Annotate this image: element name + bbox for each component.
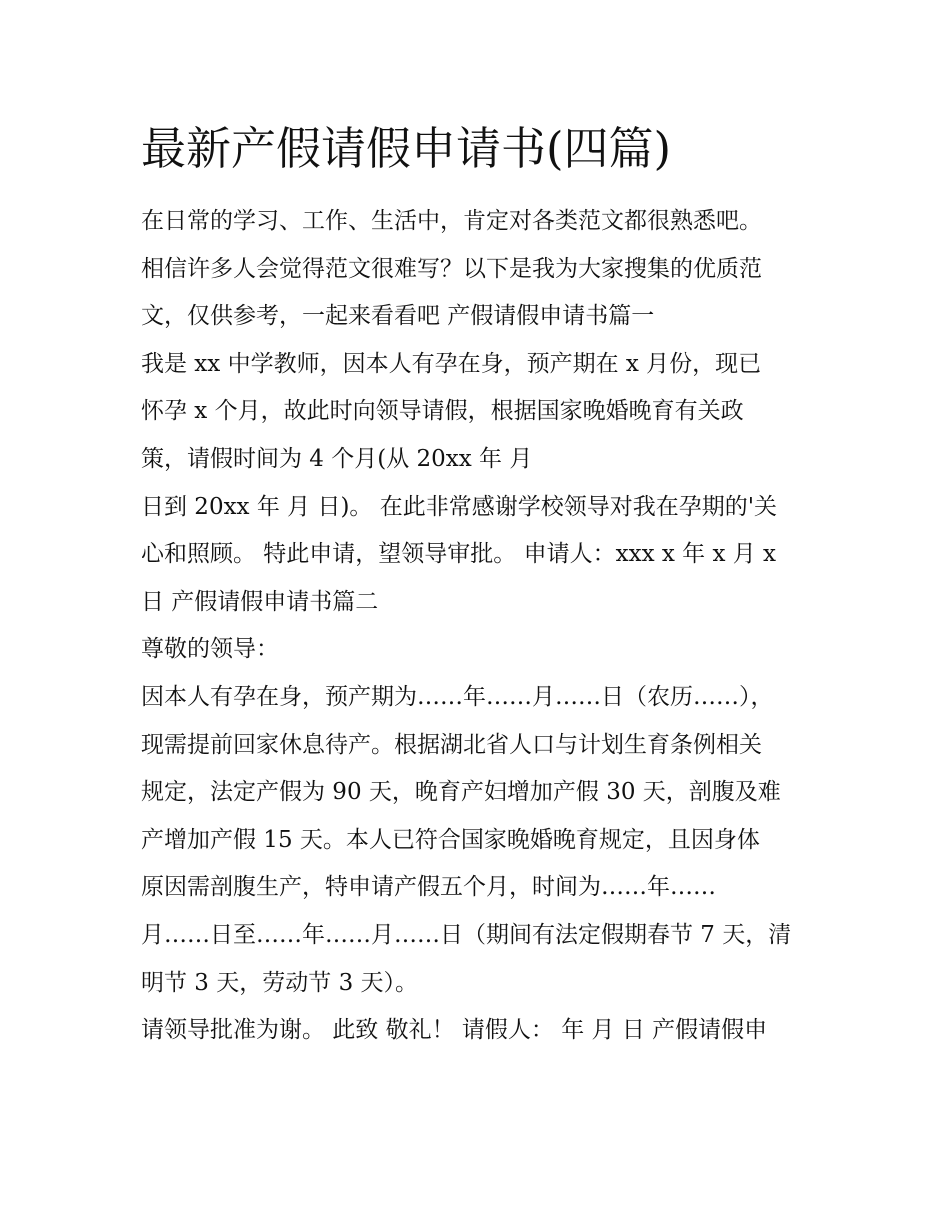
text-line: 月……日至……年……月……日（期间有法定假期春节 7 天，清	[141, 921, 792, 948]
text-line: 日 产假请假申请书篇二	[141, 588, 379, 615]
text-line: 心和照顾。 特此申请，望领导审批。 申请人：xxx x 年 x 月 x	[141, 541, 777, 568]
text-line: 尊敬的领导：	[141, 636, 279, 663]
text-line: 产增加产假 15 天。本人已符合国家晚婚晚育规定，且因身体	[141, 826, 760, 853]
text-line: 文，仅供参考，一起来看看吧 产假请假申请书篇一	[141, 303, 655, 330]
text-line: 现需提前回家休息待产。根据湖北省人口与计划生育条例相关	[141, 731, 762, 758]
text-line: 因本人有孕在身，预产期为……年……月……日（农历……），	[141, 683, 774, 710]
text-line: 明节 3 天，劳动节 3 天）。	[141, 969, 419, 996]
text-line: 日到 20xx 年 月 日)。 在此非常感谢学校领导对我在孕期的'关	[141, 493, 778, 520]
text-line: 在日常的学习、工作、生活中，肯定对各类范文都很熟悉吧。	[141, 208, 762, 234]
text-line: 我是 xx 中学教师，因本人有孕在身，预产期在 x 月份，现已	[141, 350, 762, 377]
text-line: 规定，法定产假为 90 天，晚育产妇增加产假 30 天，剖腹及难	[141, 779, 781, 806]
document-title: 最新产假请假申请书(四篇)	[141, 122, 672, 175]
text-line: 请领导批准为谢。 此致 敬礼！ 请假人： 年 月 日 产假请假申	[141, 1017, 768, 1044]
text-line: 原因需剖腹生产，特申请产假五个月，时间为……年……	[141, 874, 716, 901]
document-body	[141, 110, 821, 1055]
text-line: 相信许多人会觉得范文很难写？以下是我为大家搜集的优质范	[141, 255, 762, 282]
text-line: 策，请假时间为 4 个月(从 20xx 年 月	[141, 445, 533, 472]
text-line: 怀孕 x 个月，故此时向领导请假，根据国家晚婚晚育有关政	[141, 398, 744, 425]
